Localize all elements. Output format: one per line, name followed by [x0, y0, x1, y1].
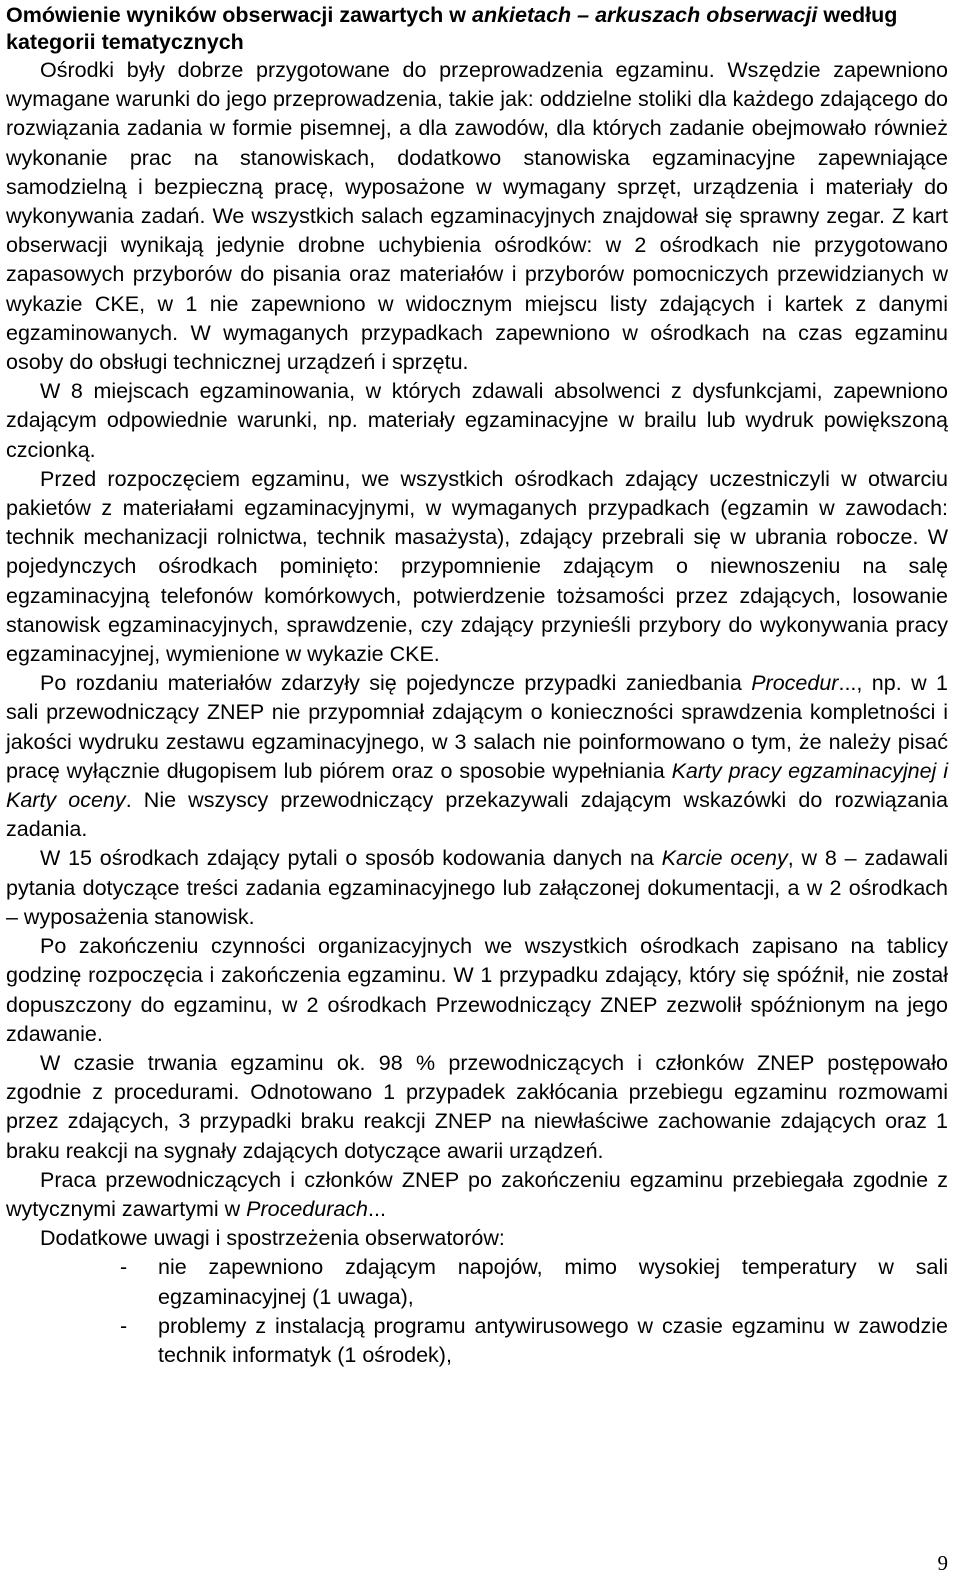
heading-part-2-italic: ankietach – arkuszach obserwacji [471, 3, 818, 27]
p8-italic-procedurach: Procedurach [246, 1196, 369, 1221]
p4-italic-karty: Karty pracy egzaminacyjnej i Karty oceny [6, 758, 948, 813]
paragraph-organizational: Po zakończeniu czynności organizacyjnych we wszystkich ośrodkach zapisano na tablicy godzinę rozpoczęcia i zakończenia egzaminu. W 1 przypadku zdający, który się spóźnił, nie został dopuszczony do egzaminu, w 2 ośrodkach Przewodniczący ZNEP zezwolił spóźnionym na jego zdawanie. [6, 934, 948, 1046]
paragraph-center-preparation: Ośrodki były dobrze przygotowane do przeprowadzenia egzaminu. Wszędzie zapewniono wymagane warunki do jego przeprowadzenia, takie jak: oddzielne stoliki dla każdego zdającego do rozwiązania zadania w formie pisemnej, a dla zawodów, dla których zadanie obejmowało również wykonanie prac na stanowiskach, dodatkowo stanowiska egzaminacyjne zapewniające samodzielną i bezpieczną pracę, wyposażone w wymagany sprzęt, urządzenia i materiały do wykonywania zadań. We wszystkich salach egzaminacyjnych znajdował się sprawny zegar. Z kart obserwacji wynikają jedynie drobne uchybienia ośrodków: w 2 ośrodkach nie przygotowano zapasowych przyborów do pisania oraz materiałów i przyborów pomocniczych przewidzianych w wykazie CKE, w 1 nie zapewniono w widocznym miejscu listy zdających i kartek z danymi egzaminowanych. W wymaganych przypadkach zapewniono w ośrodkach na czas egzaminu osoby do obsługi technicznej urządzeń i sprzętu. [6, 58, 948, 375]
p8-text-c: ... [368, 1196, 386, 1221]
p4-text-c: ..., np. w 1 sali przewodniczący ZNEP nie przypomniał zdającym o konieczności sprawdzenia kompletności i jakości wydruku zestawu egzaminacyjnego, w 3 salach nie poinformowano o tym, że należy pisać pracę wyłącznie długopisem lub piórem oraz o sposobie wypełniania [6, 671, 949, 783]
paragraph-dysfunctions: W 8 miejscach egzaminowania, w których zdawali absolwenci z dysfunkcjami, zapewniono zdającym odpowiednie warunki, np. materiały egzaminacyjne w brailu lub wydruk powiększoną czcionką. [6, 379, 948, 462]
heading-part-3: według kategorii tematycznych [6, 3, 898, 54]
p4-text-a: Po rozdaniu materiałów zdarzyły się pojedyncze przypadki zaniedbania [40, 671, 752, 696]
p4-italic-procedur: Procedur [751, 671, 839, 696]
p5-text-a: W 15 ośrodkach zdający pytali o sposób kodowania danych na [40, 846, 662, 871]
paragraph-before-exam: Przed rozpoczęciem egzaminu, we wszystkich ośrodkach zdający uczestniczyli w otwarciu pakietów z materiałami egzaminacyjnymi, w wymaganych przypadkach (egzamin w zawodach: technik mechanizacji rolnictwa, technik masażysta), zdający przebrali się w ubrania robocze. W pojedynczych ośrodkach pominięto: przypomnienie zdającym o niewnoszeniu na salę egzaminacyjną telefonów komórkowych, potwierdzenie tożsamości przez zdających, losowanie stanowisk egzaminacyjnych, sprawdzenie, czy zdający przynieśli przybory do wykonywania pracy egzaminacyjnej, wymienione w wykazie CKE. [6, 466, 948, 667]
heading-part-1: Omówienie wyników obserwacji zawartych w [6, 3, 472, 27]
remarks-list [6, 1253, 948, 1370]
section-heading [6, 2, 948, 56]
p8-text-a: Praca przewodniczących i członków ZNEP po zakończeniu egzaminu przebiegała zgodnie z wytycznymi zawartymi w [6, 1167, 948, 1221]
paragraph-materials-distribution [6, 669, 948, 844]
list-item-text: problemy z instalacją programu antywirusowego w czasie egzaminu w zawodzie technik informatyk (1 ośrodek), [158, 1313, 948, 1367]
paragraph-questions [6, 844, 948, 932]
p4-text-e: . Nie wszyscy przewodniczący przekazywali zdającym wskazówki do rozwiązania zadania. [6, 788, 948, 842]
list-item [6, 1312, 948, 1370]
p5-italic-karcie-oceny: Karcie oceny [661, 846, 788, 871]
p5-text-c: , w 8 – zadawali pytania dotyczące treści zadania egzaminacyjnego lub załączonej dokumentacji, a w 2 ośrodkach – wyposażenia stanowisk. [6, 846, 948, 929]
list-dash: - [120, 1255, 128, 1280]
list-item [6, 1253, 948, 1311]
document-page [6, 0, 948, 1370]
paragraph-additional-remarks: Dodatkowe uwagi i spostrzeżenia obserwatorów: [40, 1226, 505, 1251]
list-dash: - [120, 1313, 128, 1338]
paragraph-after-exam [6, 1166, 948, 1224]
list-item-text: nie zapewniono zdającym napojów, mimo wysokiej temperatury w sali egzaminacyjnej (1 uwaga), [158, 1255, 948, 1309]
paragraph-during-exam: W czasie trwania egzaminu ok. 98 % przewodniczących i członków ZNEP postępowało zgodnie z procedurami. Odnotowano 1 przypadek zakłócania przebiegu egzaminu rozmowami przez zdających, 3 przypadki braku reakcji ZNEP na niewłaściwe zachowanie zdających oraz 1 braku reakcji na sygnały zdających dotyczące awarii urządzeń. [6, 1050, 948, 1163]
page-number: 9 [937, 1551, 948, 1575]
